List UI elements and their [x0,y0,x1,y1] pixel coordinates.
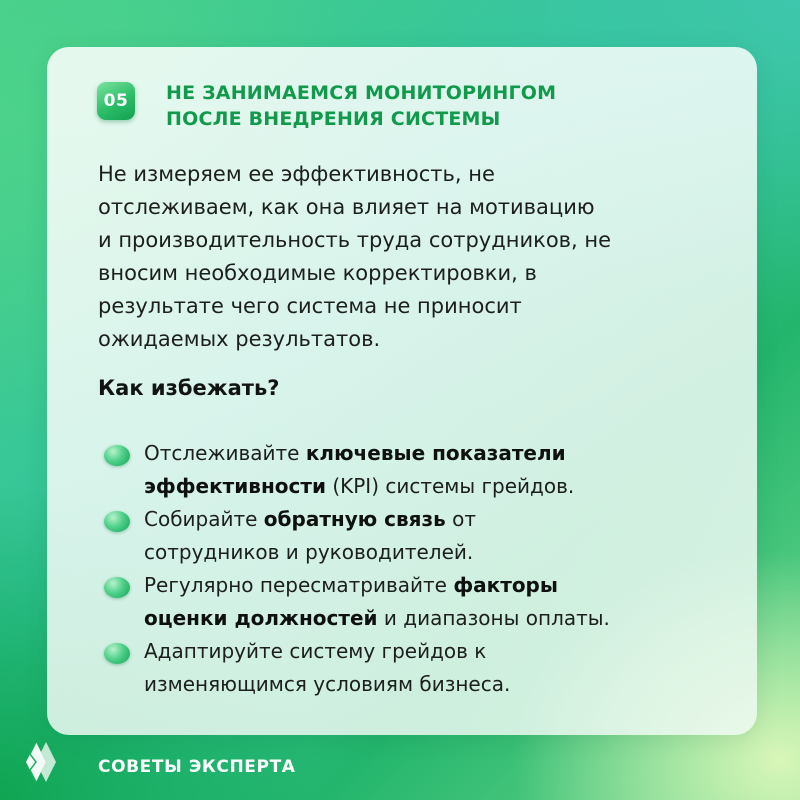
tip-line [144,503,610,536]
description-paragraph [98,158,611,356]
tip-item [102,569,610,635]
tip-text: (KPI) системы грейдов. [325,474,575,498]
paragraph-line: Не измеряем ее эффективность, не [98,162,495,186]
bullet-dot-icon [104,511,130,532]
card-title-line: НЕ ЗАНИМАЕМСЯ МОНИТОРИНГОМ [166,82,557,104]
tip-line [144,536,610,569]
tips-list [102,437,610,701]
paragraph-line: и производительность труда сотрудников, не [98,228,612,252]
tip-bold-text: эффективности [144,474,326,498]
tip-text: и диапазоны оплаты. [377,606,610,630]
card-title [166,80,556,132]
tip-bold-text: обратную связь [263,507,446,531]
paragraph-line: вносим необходимые корректировки, в [98,261,537,285]
tip-text: изменяющимся условиям бизнеса. [144,672,511,696]
tip-text: Регулярно пересматривайте [144,573,454,597]
tip-line [144,437,610,470]
tip-line [144,602,610,635]
how-to-avoid-heading: Как избежать? [98,376,280,400]
card-title-line: ПОСЛЕ ВНЕДРЕНИЯ СИСТЕМЫ [166,108,501,130]
tip-text: Собирайте [144,507,264,531]
footer-label: СОВЕТЫ ЭКСПЕРТА [98,757,296,777]
tip-item [102,635,610,701]
step-number-badge: 05 [97,82,135,120]
bullet-dot-icon [104,445,130,466]
tip-line [144,668,610,701]
tip-text: сотрудников и руководителей. [144,540,474,564]
paragraph-line: ожидаемых результатов. [98,327,381,351]
bullet-dot-icon [104,643,130,664]
tip-item [102,437,610,503]
tip-bold-text: ключевые показатели [305,441,566,465]
paragraph-line: результате чего система не приносит [98,294,522,318]
diamond-logo-icon [24,740,58,784]
tip-item [102,503,610,569]
bullet-dot-icon [104,577,130,598]
tip-text: от [445,507,477,531]
paragraph-line: отслеживаем, как она влияет на мотивацию [98,195,595,219]
tip-text: Отслеживайте [144,441,306,465]
tip-line [144,569,610,602]
tip-line [144,635,610,668]
tip-bold-text: факторы [453,573,558,597]
tip-line [144,470,610,503]
tip-text: Адаптируйте систему грейдов к [144,639,487,663]
tip-bold-text: оценки должностей [144,606,378,630]
